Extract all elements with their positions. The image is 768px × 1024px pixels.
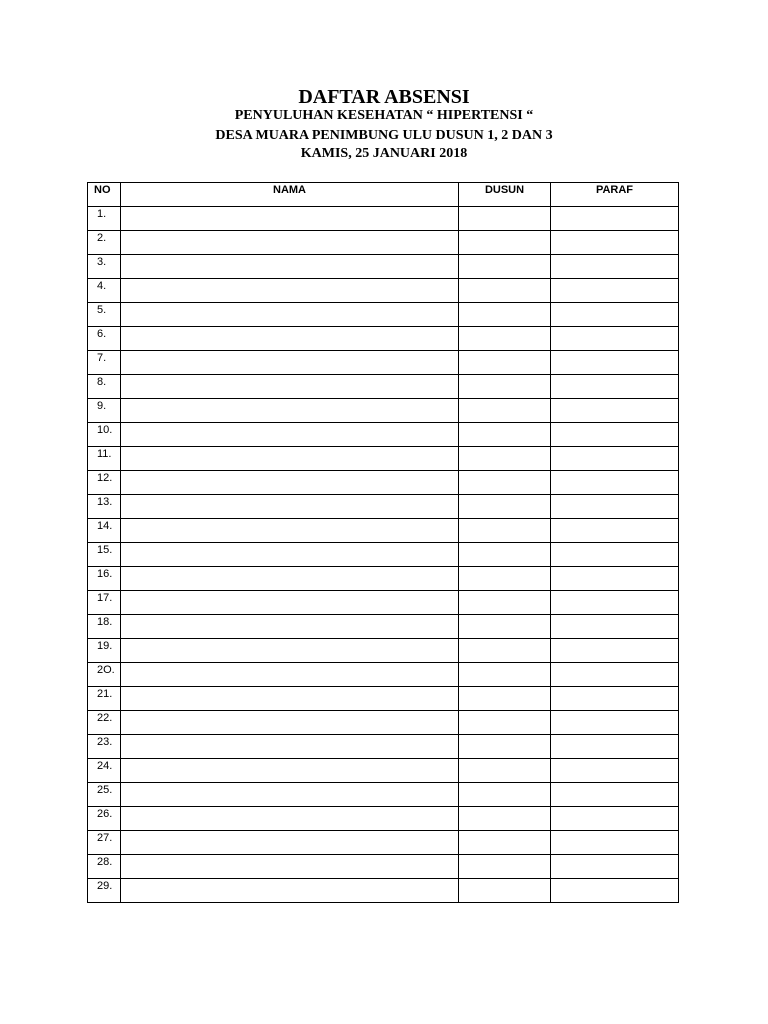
- paraf-cell: [551, 711, 679, 735]
- dusun-cell: [459, 879, 551, 903]
- row-number: 22.: [88, 711, 121, 735]
- paraf-cell: [551, 255, 679, 279]
- row-number: 18.: [88, 615, 121, 639]
- nama-cell: [121, 639, 459, 663]
- paraf-cell: [551, 807, 679, 831]
- dusun-cell: [459, 855, 551, 879]
- row-number: 16.: [88, 567, 121, 591]
- table-row: [88, 423, 679, 447]
- row-number: 2O.: [88, 663, 121, 687]
- table-row: [88, 399, 679, 423]
- dusun-cell: [459, 327, 551, 351]
- paraf-cell: [551, 615, 679, 639]
- dusun-cell: [459, 231, 551, 255]
- nama-cell: [121, 351, 459, 375]
- nama-cell: [121, 231, 459, 255]
- location-subtitle: DESA MUARA PENIMBUNG ULU DUSUN 1, 2 DAN 3: [215, 128, 553, 143]
- column-header-no: NO: [88, 183, 121, 207]
- paraf-cell: [551, 831, 679, 855]
- nama-cell: [121, 783, 459, 807]
- dusun-cell: [459, 687, 551, 711]
- dusun-cell: [459, 567, 551, 591]
- nama-cell: [121, 399, 459, 423]
- dusun-cell: [459, 519, 551, 543]
- row-number: 10.: [88, 423, 121, 447]
- paraf-cell: [551, 639, 679, 663]
- row-number: 9.: [88, 399, 121, 423]
- dusun-cell: [459, 447, 551, 471]
- table-row: [88, 303, 679, 327]
- table-row: [88, 255, 679, 279]
- nama-cell: [121, 615, 459, 639]
- nama-cell: [121, 255, 459, 279]
- row-number: 8.: [88, 375, 121, 399]
- table-row: [88, 231, 679, 255]
- table-row: [88, 519, 679, 543]
- paraf-cell: [551, 591, 679, 615]
- table-row: [88, 639, 679, 663]
- row-number: 7.: [88, 351, 121, 375]
- nama-cell: [121, 687, 459, 711]
- table-row: [88, 207, 679, 231]
- row-number: 5.: [88, 303, 121, 327]
- paraf-cell: [551, 351, 679, 375]
- table-row: [88, 615, 679, 639]
- dusun-cell: [459, 711, 551, 735]
- column-header-dusun: DUSUN: [459, 183, 551, 207]
- paraf-cell: [551, 327, 679, 351]
- nama-cell: [121, 807, 459, 831]
- row-number: 19.: [88, 639, 121, 663]
- dusun-cell: [459, 207, 551, 231]
- dusun-cell: [459, 735, 551, 759]
- paraf-cell: [551, 783, 679, 807]
- table-row: [88, 879, 679, 903]
- row-number: 14.: [88, 519, 121, 543]
- nama-cell: [121, 543, 459, 567]
- table-row: [88, 279, 679, 303]
- row-number: 4.: [88, 279, 121, 303]
- paraf-cell: [551, 855, 679, 879]
- dusun-cell: [459, 831, 551, 855]
- paraf-cell: [551, 567, 679, 591]
- nama-cell: [121, 447, 459, 471]
- nama-cell: [121, 279, 459, 303]
- row-number: 2.: [88, 231, 121, 255]
- paraf-cell: [551, 759, 679, 783]
- dusun-cell: [459, 807, 551, 831]
- row-number: 15.: [88, 543, 121, 567]
- table-row: [88, 687, 679, 711]
- nama-cell: [121, 663, 459, 687]
- paraf-cell: [551, 663, 679, 687]
- row-number: 23.: [88, 735, 121, 759]
- table-row: [88, 807, 679, 831]
- paraf-cell: [551, 423, 679, 447]
- table-row: [88, 327, 679, 351]
- dusun-cell: [459, 591, 551, 615]
- nama-cell: [121, 303, 459, 327]
- row-number: 13.: [88, 495, 121, 519]
- paraf-cell: [551, 495, 679, 519]
- attendance-table: [87, 182, 679, 903]
- nama-cell: [121, 711, 459, 735]
- row-number: 25.: [88, 783, 121, 807]
- table-row: [88, 471, 679, 495]
- paraf-cell: [551, 447, 679, 471]
- paraf-cell: [551, 471, 679, 495]
- column-header-paraf: PARAF: [551, 183, 679, 207]
- event-subtitle: PENYULUHAN KESEHATAN “ HIPERTENSI “: [234, 108, 534, 123]
- table-row: [88, 735, 679, 759]
- dusun-cell: [459, 471, 551, 495]
- nama-cell: [121, 519, 459, 543]
- row-number: 24.: [88, 759, 121, 783]
- paraf-cell: [551, 519, 679, 543]
- table-row: [88, 759, 679, 783]
- nama-cell: [121, 591, 459, 615]
- nama-cell: [121, 759, 459, 783]
- dusun-cell: [459, 375, 551, 399]
- row-number: 12.: [88, 471, 121, 495]
- dusun-cell: [459, 639, 551, 663]
- dusun-cell: [459, 351, 551, 375]
- dusun-cell: [459, 423, 551, 447]
- dusun-cell: [459, 303, 551, 327]
- row-number: 26.: [88, 807, 121, 831]
- table-row: [88, 831, 679, 855]
- table-row: [88, 711, 679, 735]
- table-row: [88, 567, 679, 591]
- document-title: DAFTAR ABSENSI: [298, 86, 470, 108]
- dusun-cell: [459, 255, 551, 279]
- table-row: [88, 591, 679, 615]
- dusun-cell: [459, 783, 551, 807]
- dusun-cell: [459, 399, 551, 423]
- dusun-cell: [459, 759, 551, 783]
- date-subtitle: KAMIS, 25 JANUARI 2018: [300, 146, 468, 161]
- row-number: 29.: [88, 879, 121, 903]
- row-number: 3.: [88, 255, 121, 279]
- row-number: 6.: [88, 327, 121, 351]
- table-header-row: [88, 183, 679, 207]
- row-number: 28.: [88, 855, 121, 879]
- paraf-cell: [551, 303, 679, 327]
- nama-cell: [121, 831, 459, 855]
- nama-cell: [121, 879, 459, 903]
- nama-cell: [121, 471, 459, 495]
- row-number: 1.: [88, 207, 121, 231]
- paraf-cell: [551, 543, 679, 567]
- paraf-cell: [551, 687, 679, 711]
- table-body: [88, 207, 679, 903]
- table-row: [88, 663, 679, 687]
- paraf-cell: [551, 399, 679, 423]
- paraf-cell: [551, 735, 679, 759]
- nama-cell: [121, 855, 459, 879]
- dusun-cell: [459, 495, 551, 519]
- nama-cell: [121, 423, 459, 447]
- dusun-cell: [459, 543, 551, 567]
- paraf-cell: [551, 231, 679, 255]
- table-row: [88, 783, 679, 807]
- row-number: 21.: [88, 687, 121, 711]
- row-number: 11.: [88, 447, 121, 471]
- nama-cell: [121, 495, 459, 519]
- table-row: [88, 375, 679, 399]
- nama-cell: [121, 735, 459, 759]
- nama-cell: [121, 327, 459, 351]
- nama-cell: [121, 567, 459, 591]
- table-row: [88, 447, 679, 471]
- nama-cell: [121, 375, 459, 399]
- dusun-cell: [459, 279, 551, 303]
- table-row: [88, 855, 679, 879]
- row-number: 17.: [88, 591, 121, 615]
- column-header-nama: NAMA: [121, 183, 459, 207]
- paraf-cell: [551, 279, 679, 303]
- table-row: [88, 495, 679, 519]
- nama-cell: [121, 207, 459, 231]
- paraf-cell: [551, 207, 679, 231]
- row-number: 27.: [88, 831, 121, 855]
- paraf-cell: [551, 879, 679, 903]
- table-row: [88, 351, 679, 375]
- paraf-cell: [551, 375, 679, 399]
- dusun-cell: [459, 615, 551, 639]
- table-row: [88, 543, 679, 567]
- dusun-cell: [459, 663, 551, 687]
